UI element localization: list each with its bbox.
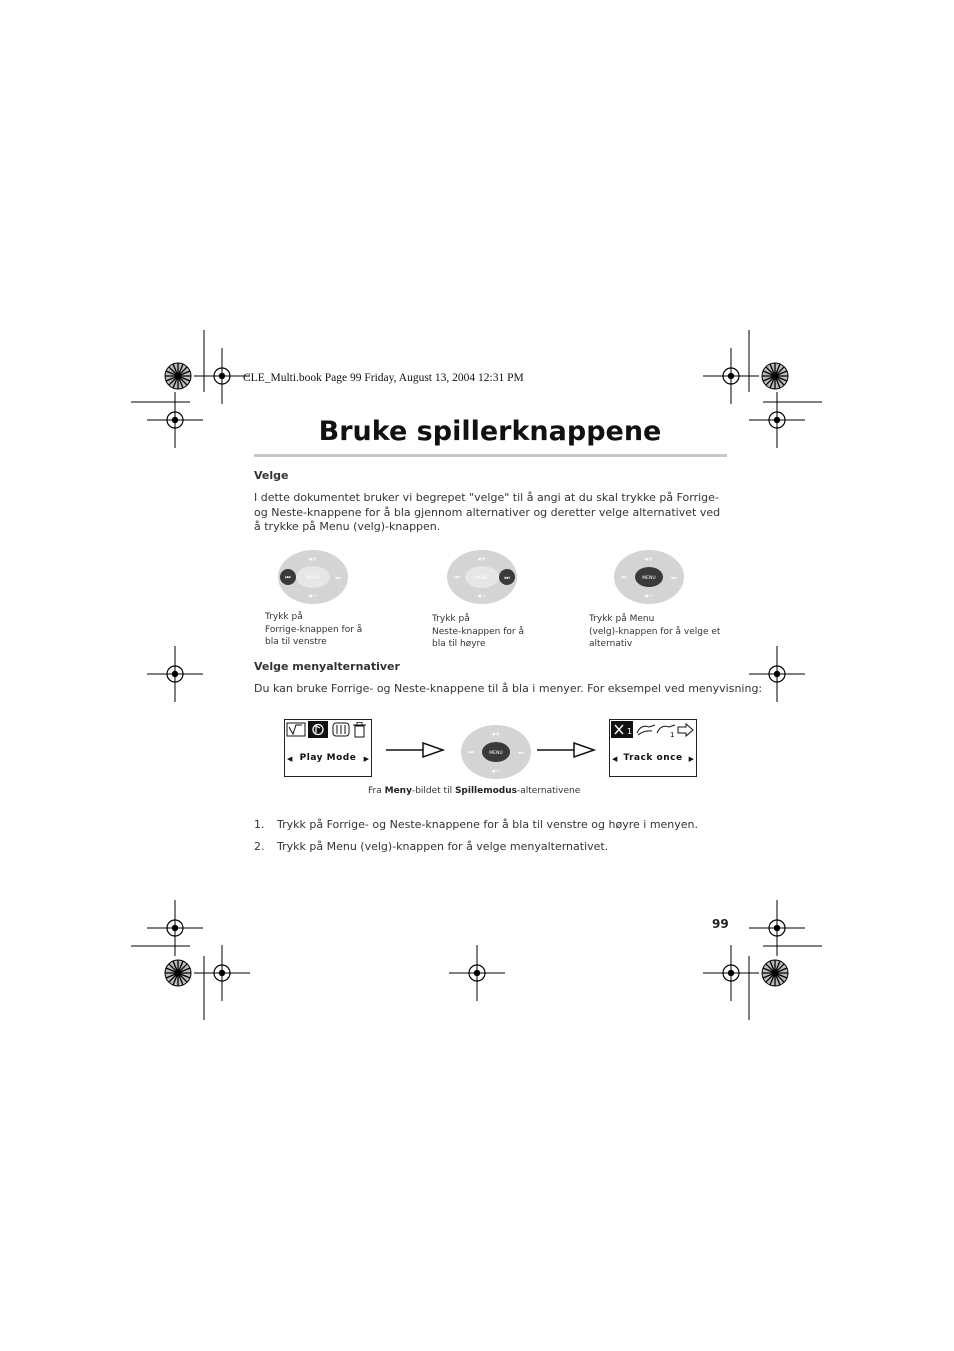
caption-next: Trykk på Neste-knappen for å bla til høyre <box>432 614 524 649</box>
registration-target-icon <box>147 392 203 448</box>
section-heading-velge: Velge <box>254 469 289 482</box>
svg-text:⏭: ⏭ <box>504 574 510 582</box>
svg-text:1: 1 <box>670 731 675 739</box>
section-heading-menyalternativer: Velge menyalternativer <box>254 660 400 673</box>
svg-text:⏮: ⏮ <box>285 574 291 582</box>
playmode-icon <box>287 723 305 736</box>
registration-target-icon <box>194 945 250 1001</box>
section-paragraph-menyalternativer: Du kan bruke Forrige- og Neste-knappene til å bla i menyer. For eksempel ved menyvisning: <box>254 682 763 695</box>
svg-text:◂−: ◂− <box>644 592 654 600</box>
control-pad-menu-example <box>452 721 542 783</box>
registration-star-icon <box>165 363 191 389</box>
section-paragraph-velge: I dette dokumentet bruker vi begrepet "velge" til å angi at du skal trykke på Forrige- og Neste-knappene for å bla gjennom alternativer og deretter velge alternativet ved å trykke på Menu (velg)-knappen. <box>254 491 721 533</box>
registration-target-icon <box>703 945 759 1001</box>
svg-text:◂+: ◂+ <box>491 730 501 738</box>
lcd-right-arrow-icon: ▶ <box>363 755 369 763</box>
registration-target-icon <box>147 646 203 702</box>
previous-icon: ⏮ <box>454 574 460 582</box>
lcd-left-arrow-icon: ◀ <box>287 755 293 763</box>
lcd-menu-screen <box>284 719 372 777</box>
lcd-label-track-once: Track once <box>623 753 683 763</box>
step-number: 1. <box>254 818 265 831</box>
svg-text:MENU: MENU <box>489 751 503 756</box>
registration-star-icon <box>762 363 788 389</box>
svg-text:MENU: MENU <box>642 576 656 581</box>
lcd-playmode-screen <box>609 719 697 777</box>
flow-arrow-icon <box>537 741 597 759</box>
svg-text:MENU: MENU <box>306 576 320 581</box>
next-icon: ⏭ <box>518 749 524 757</box>
next-icon: ⏭ <box>671 574 677 582</box>
repeat-one-icon <box>657 725 675 739</box>
repeat-icon <box>308 721 328 738</box>
equalizer-icon <box>333 723 349 736</box>
registration-target-icon <box>749 392 805 448</box>
registration-target-icon <box>147 900 203 956</box>
lcd-label-play-mode: Play Mode <box>299 753 357 763</box>
lcd-right-arrow-icon: ▶ <box>688 755 694 763</box>
registration-target-icon <box>449 945 505 1001</box>
trash-icon <box>353 723 366 738</box>
svg-text:MENU: MENU <box>475 576 489 581</box>
title-underline <box>254 454 727 457</box>
caption-menu: Trykk på Menu (velg)-knappen for å velge et alternativ <box>589 614 721 649</box>
svg-text:1: 1 <box>627 727 633 736</box>
svg-text:◂+: ◂+ <box>477 555 487 563</box>
svg-text:◂−: ◂− <box>491 767 501 775</box>
repeat-all-icon <box>637 725 655 735</box>
registration-star-icon <box>165 960 191 986</box>
lcd-left-arrow-icon: ◀ <box>612 755 618 763</box>
control-pad-next <box>439 546 529 608</box>
control-pad-menu <box>606 546 696 608</box>
svg-text:◂+: ◂+ <box>644 555 654 563</box>
figure-caption: Fra Meny-bildet til Spillemodus-alternativene <box>368 786 581 796</box>
flow-arrow-icon <box>386 741 446 759</box>
step-text: Trykk på Forrige- og Neste-knappene for å bla til venstre og høyre i menyen. <box>277 818 699 831</box>
registration-star-icon <box>762 960 788 986</box>
registration-target-icon <box>194 348 250 404</box>
previous-icon: ⏮ <box>468 749 474 757</box>
step-number: 2. <box>254 840 265 853</box>
track-once-icon <box>611 721 633 738</box>
svg-text:◂+: ◂+ <box>308 555 318 563</box>
page-number: 99 <box>712 917 729 931</box>
svg-text:◂−: ◂− <box>308 592 318 600</box>
page-title: Bruke spillerknappene <box>318 416 662 447</box>
step-text: Trykk på Menu (velg)-knappen for å velge menyalternativet. <box>277 840 609 853</box>
next-arrow-icon <box>678 724 693 736</box>
print-header: CLE_Multi.book Page 99 Friday, August 13, 2004 12:31 PM <box>243 372 524 384</box>
registration-target-icon <box>703 348 759 404</box>
next-icon: ⏭ <box>335 574 341 582</box>
control-pad-previous <box>270 546 360 608</box>
registration-target-icon <box>749 900 805 956</box>
previous-icon: ⏮ <box>621 574 627 582</box>
caption-previous: Trykk på Forrige-knappen for å bla til venstre <box>265 612 363 647</box>
svg-text:◂−: ◂− <box>477 592 487 600</box>
